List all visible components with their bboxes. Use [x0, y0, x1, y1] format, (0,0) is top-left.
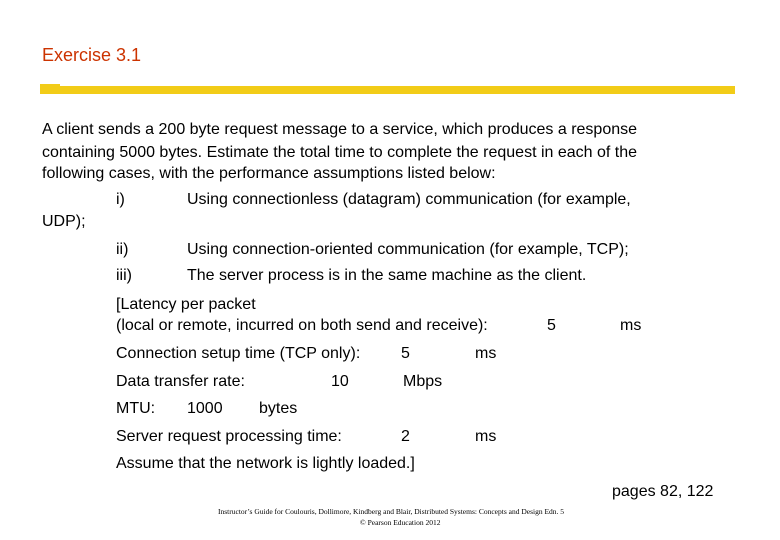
mtu-label: MTU:	[116, 400, 156, 417]
intro-line-2: containing 5000 bytes. Estimate the total time to complete the request in each of the	[42, 144, 638, 161]
page-references: pages 82, 122	[612, 483, 714, 500]
latency-line-2: (local or remote, incurred on both send and receive):	[116, 317, 488, 334]
title-rule	[40, 86, 735, 94]
latency-line-1: [Latency per packet	[116, 296, 256, 313]
slide-title: Exercise 3.1	[42, 45, 142, 65]
case-1-wrap: UDP);	[42, 213, 86, 230]
latency-unit: ms	[620, 317, 642, 334]
case-3-text: The server process is in the same machine as the client.	[187, 267, 587, 284]
processing-value: 2	[401, 428, 410, 445]
latency-value: 5	[547, 317, 556, 334]
case-3-number: iii)	[116, 267, 132, 284]
setup-unit: ms	[475, 345, 497, 362]
rate-unit: Mbps	[403, 373, 443, 390]
intro-line-1: A client sends a 200 byte request message to a service, which produces a response	[42, 121, 638, 138]
footer-credit: Instructor’s Guide for Coulouris, Dollimore, Kindberg and Blair, Distributed Systems: Concepts and Design Edn. 5	[218, 507, 565, 516]
footer-copyright: © Pearson Education 2012	[360, 518, 441, 527]
case-1-number: i)	[116, 191, 125, 208]
case-2-number: ii)	[116, 241, 129, 258]
processing-label: Server request processing time:	[116, 428, 342, 445]
closing-note: Assume that the network is lightly loaded.]	[116, 455, 415, 472]
rate-value: 10	[331, 373, 349, 390]
intro-line-3: following cases, with the performance assumptions listed below:	[42, 165, 496, 182]
setup-label: Connection setup time (TCP only):	[116, 345, 361, 362]
processing-unit: ms	[475, 428, 497, 445]
setup-value: 5	[401, 345, 410, 362]
case-1-text: Using connectionless (datagram) communication (for example,	[187, 191, 631, 208]
case-2-text: Using connection-oriented communication (for example, TCP);	[187, 241, 629, 258]
mtu-unit: bytes	[259, 400, 298, 417]
rate-label: Data transfer rate:	[116, 373, 245, 390]
mtu-value: 1000	[187, 400, 223, 417]
